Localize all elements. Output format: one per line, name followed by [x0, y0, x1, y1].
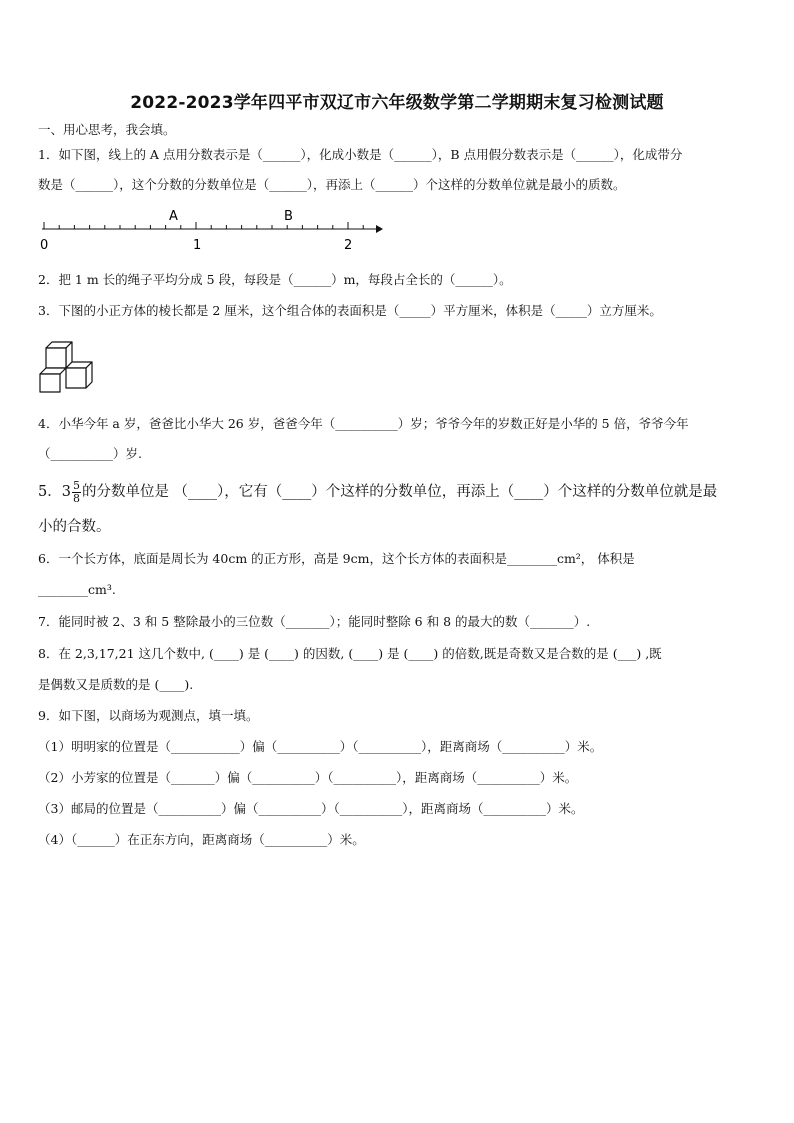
mixed-fraction	[72, 480, 81, 505]
question-9-intro: 9．如下图，以商场为观测点，填一填。	[38, 708, 259, 723]
question-4-line-1: 4．小华今年 a 岁，爸爸比小华大 26 岁，爸爸今年（__________）岁；爷爷今年的岁数正好是小华的 5 倍，爷爷今年	[38, 416, 689, 431]
tick-label-0: 0	[40, 238, 49, 253]
cube-top-front	[46, 348, 66, 368]
cube-figure	[38, 340, 94, 394]
question-9-sub-3: （3）邮局的位置是（__________）偏（__________）（__________），距离商场（__________）米。	[38, 801, 584, 816]
question-1-line-2: 数是（______），这个分数的分数单位是（______），再添上（______）个这样的分数单位就是最小的质数。	[38, 177, 626, 192]
cube-left-front	[40, 374, 60, 392]
cube-left-top	[40, 368, 66, 374]
question-9-sub-4: （4）（______）在正东方向，距离商场（__________）米。	[38, 832, 365, 847]
question-5-text: 的分数单位是 （____），它有（____）个这样的分数单位，再添上（____）个这样的分数单位就是最	[81, 484, 718, 500]
tick-label-2: 2	[344, 238, 353, 253]
number-line-diagram	[38, 205, 388, 255]
question-5-prefix: 5．3	[38, 484, 71, 500]
cube-right-front	[66, 368, 86, 388]
page-title: 2022-2023学年四平市双辽市六年级数学第二学期期末复习检测试题	[130, 93, 664, 113]
question-3: 3．下图的小正方体的棱长都是 2 厘米，这个组合体的表面积是（_____）平方厘米，体积是（_____）立方厘米。	[38, 303, 662, 318]
question-9-sub-2: （2）小芳家的位置是（_______）偏（__________）（__________），距离商场（__________）米。	[38, 770, 578, 785]
section-heading: 一、用心思考，我会填。	[38, 122, 176, 137]
number-line-arrow	[376, 225, 383, 233]
fraction-numerator: 5	[72, 478, 80, 492]
question-5-line-1	[38, 478, 760, 506]
point-a-label: A	[169, 209, 178, 224]
number-line-ticks	[44, 222, 363, 229]
question-9-sub-1: （1）明明家的位置是（___________）偏（__________）（__________），距离商场（__________）米。	[38, 739, 603, 754]
question-5-line-2: 小的合数。	[38, 519, 111, 535]
fraction-denominator: 8	[72, 491, 80, 505]
question-8-line-1: 8．在 2,3,17,21 这几个数中, (____) 是 (____) 的因数, (____) 是 (____) 的倍数,既是奇数又是合数的是 (___) ,既	[38, 646, 662, 661]
point-b-label: B	[284, 209, 293, 224]
question-7: 7．能同时被 2、3 和 5 整除最小的三位数（_______）；能同时整除 6 和 8 的最大的数（_______）.	[38, 614, 591, 629]
question-6-line-1: 6．一个长方体，底面是周长为 40cm 的正方形，高是 9cm，这个长方体的表面积是________cm²， 体积是	[38, 551, 635, 566]
tick-label-1: 1	[193, 238, 202, 253]
question-2: 2．把 1 m 长的绳子平均分成 5 段，每段是（______）m，每段占全长的（______）。	[38, 272, 512, 287]
question-6-line-2: ________cm³.	[38, 582, 116, 597]
question-4-line-2: （__________）岁.	[38, 446, 142, 461]
question-1-line-1: 1．如下图，线上的 A 点用分数表示是（______），化成小数是（______），B 点用假分数表示是（______），化成带分	[38, 147, 683, 162]
question-8-line-2: 是偶数又是质数的是 (____).	[38, 677, 194, 692]
